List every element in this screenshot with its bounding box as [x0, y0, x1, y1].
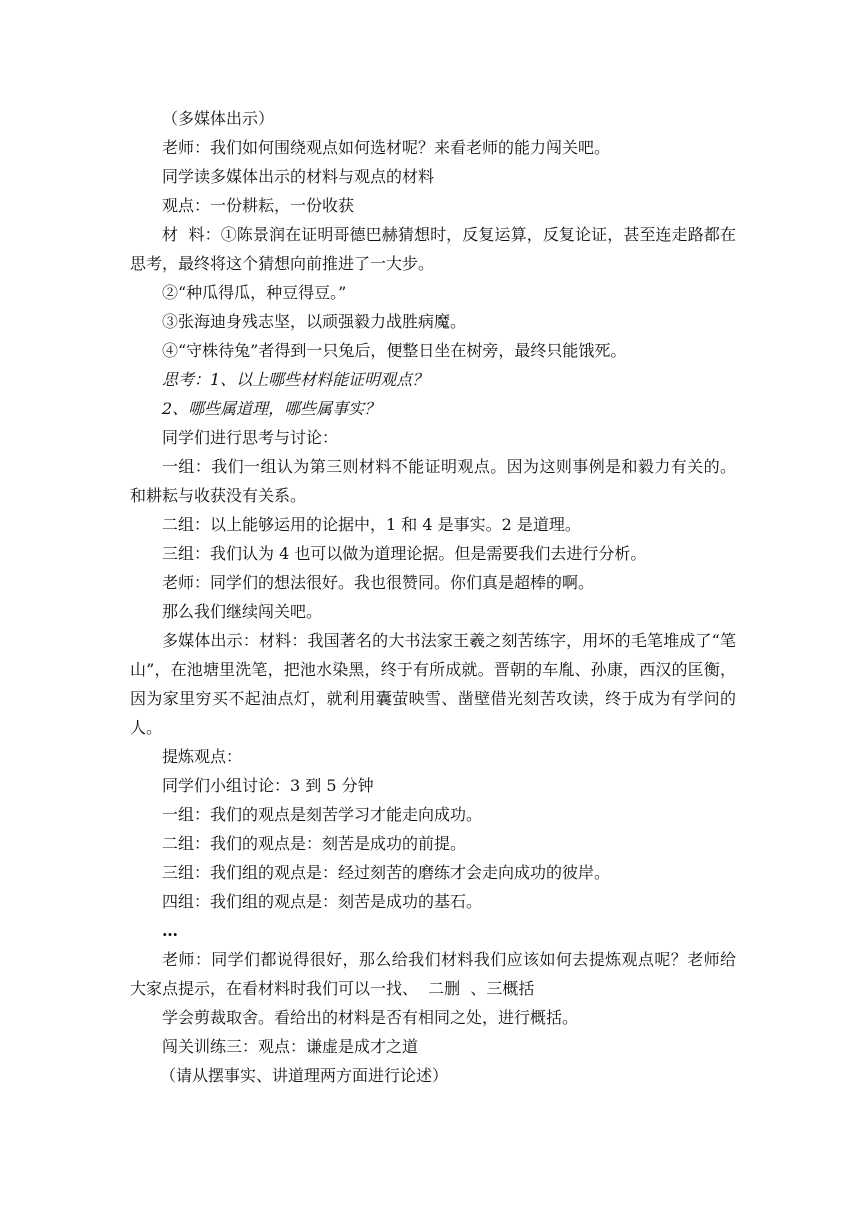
group-2-viewpoint: 二组：我们的观点是：刻苦是成功的前提。 [162, 834, 467, 853]
think-question-2: 2、哪些属道理，哪些属事实？ [162, 399, 381, 418]
material-paragraph: 材 料：①陈景润在证明哥德巴赫猜想时，反复运算，反复论证，甚至连走路都在思考，最终将这个猜想向前推进了一大步。 [130, 225, 736, 273]
summary-line: 学会剪裁取舍。看给出的材料是否有相同之处，进行概括。 [162, 1008, 579, 1027]
extract-viewpoint-heading: 提炼观点： [162, 747, 243, 766]
group-1-viewpoint: 一组：我们的观点是刻苦学习才能走向成功。 [162, 805, 483, 824]
group-discussion-time: 同学们小组讨论：3 到 5 分钟 [162, 776, 374, 795]
group-3-viewpoint: 三组：我们组的观点是：经过刻苦的磨练才会走向成功的彼岸。 [162, 863, 611, 882]
material-item-2: ②“种瓜得瓜，种豆得豆。” [162, 283, 347, 302]
group-3-answer: 三组：我们认为 4 也可以做为道理论据。但是需要我们去进行分析。 [162, 544, 647, 563]
ellipsis: … [162, 921, 178, 940]
group-1-answer: 一组：我们一组认为第三则材料不能证明观点。因为这则事例是和毅力有关的。和耕耘与收获没有关系。 [130, 457, 736, 505]
challenge-three: 闯关训练三：观点：谦虚是成才之道 [162, 1037, 419, 1056]
viewpoint-line: 观点：一份耕耘，一份收获 [162, 196, 355, 215]
group-4-viewpoint: 四组：我们组的观点是：刻苦是成功的基石。 [162, 892, 483, 911]
challenge-instruction: （请从摆事实、讲道理两方面进行论述） [160, 1066, 449, 1085]
student-read-line: 同学读多媒体出示的材料与观点的材料 [162, 167, 435, 186]
think-question-1: 思考：1、以上哪些材料能证明观点？ [162, 370, 429, 389]
teacher-hint-paragraph: 老师：同学们都说得很好，那么给我们材料我们应该如何去提炼观点呢？老师给大家点提示，在看材料时我们可以一找、 二删 、三概括 [130, 950, 736, 998]
group-2-answer: 二组：以上能够运用的论据中，1 和 4 是事实。2 是道理。 [162, 515, 581, 534]
discussion-intro: 同学们进行思考与讨论： [162, 428, 339, 447]
continue-line: 那么我们继续闯关吧。 [162, 602, 323, 621]
document-body [130, 104, 736, 1090]
material-item-3: ③张海迪身残志坚，以顽强毅力战胜病魔。 [162, 312, 467, 331]
media-material-paragraph: 多媒体出示：材料：我国著名的大书法家王羲之刻苦练字，用坏的毛笔堆成了“笔山”，在池塘里洗笔，把池水染黑，终于有所成就。晋朝的车胤、孙康，西汉的匡衡，因为家里穷买不起油点灯，就利用囊萤映雪、凿壁借光刻苦攻读，终于成为有学问的人。 [130, 631, 736, 737]
material-item-4: ④“守株待兔”者得到一只兔后，便整日坐在树旁，最终只能饿死。 [162, 341, 627, 360]
teacher-praise: 老师：同学们的想法很好。我也很赞同。你们真是超棒的啊。 [162, 573, 595, 592]
media-note: （多媒体出示） [162, 109, 275, 128]
teacher-line: 老师：我们如何围绕观点如何选材呢？来看老师的能力闯关吧。 [162, 138, 611, 157]
